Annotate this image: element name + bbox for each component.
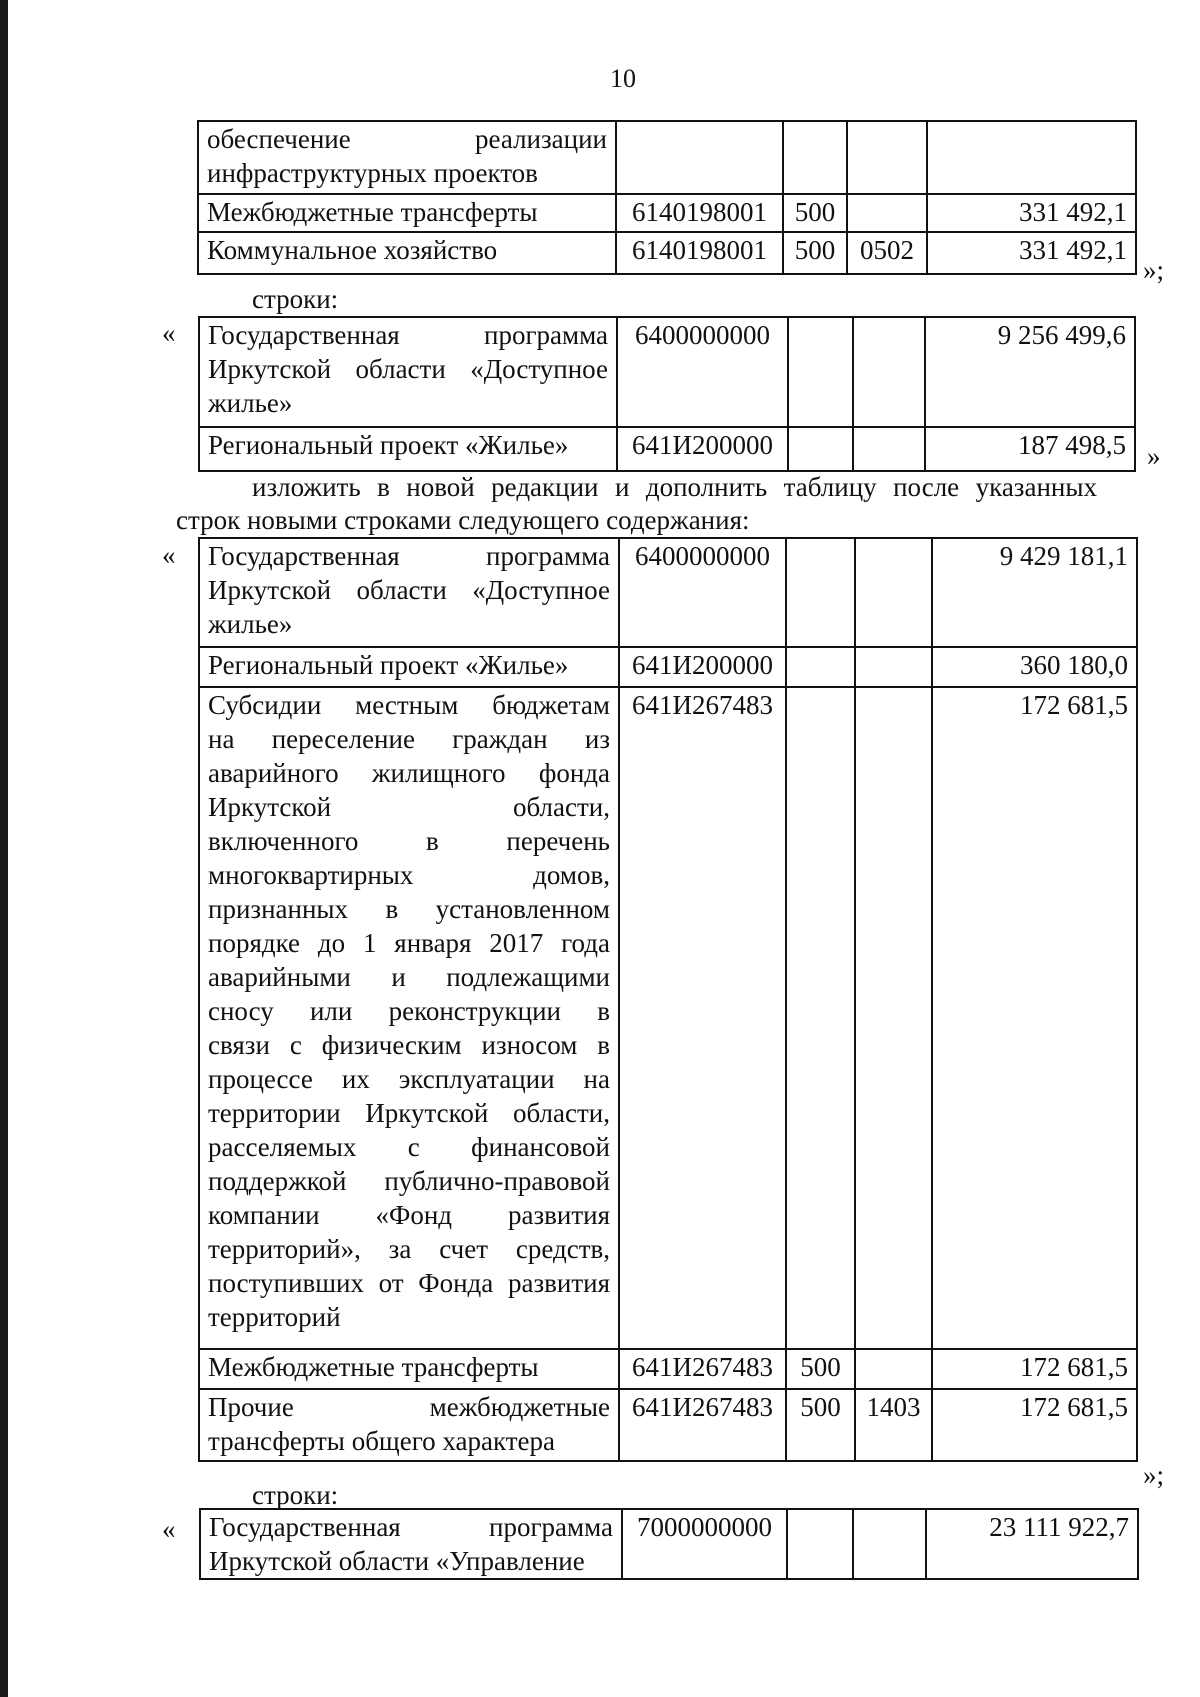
row-amount: 331 492,1 [927, 194, 1136, 232]
row-amount: 172 681,5 [932, 687, 1137, 1349]
row-col1 [786, 687, 855, 1349]
row-description: Субсидии местным бюджетам на переселение граждан из аварийного жилищного фонда Иркутской области, включенного в перечень многоквартирных домов, признанных в установленном порядке до 1 января 2017 года аварийными и подлежащими сносу или реконструкции в связи с физическим износом в процессе их эксплуатации на территории Иркутской области, расселяемых с финансовой поддержкой публично-правовой компании «Фонд развития территорий», за счет средств, поступивших от Фонда развития территорий [199, 687, 619, 1349]
row-amount: 172 681,5 [932, 1389, 1137, 1461]
table-row [198, 121, 1136, 194]
row-code: 6400000000 [617, 317, 788, 427]
row-code: 7000000000 [622, 1509, 787, 1579]
row-col1: 500 [783, 232, 847, 274]
page-number: 10 [610, 64, 636, 93]
row-col1 [786, 538, 855, 647]
instruction-line-1: изложить в новой редакции и дополнить таблицу после указанных [252, 472, 1097, 502]
row-code: 641И267483 [619, 1349, 786, 1389]
opening-quote: « [162, 318, 176, 348]
row-code: 641И267483 [619, 687, 786, 1349]
row-col2 [847, 194, 927, 232]
table-row [199, 687, 1137, 1349]
row-col2 [855, 687, 932, 1349]
row-description: Прочие межбюджетные трансферты общего характера [199, 1389, 619, 1461]
row-code: 641И200000 [617, 427, 788, 471]
table-row [198, 194, 1136, 232]
row-col1 [787, 1509, 853, 1579]
row-col1 [786, 647, 855, 687]
row-col1 [788, 427, 853, 471]
table-row [198, 232, 1136, 274]
row-amount: 172 681,5 [932, 1349, 1137, 1389]
row-code: 6140198001 [616, 232, 783, 274]
row-description: Государственная программа Иркутской области «Управление [200, 1509, 622, 1579]
row-col2: 0502 [847, 232, 927, 274]
table-4 [199, 1508, 1139, 1580]
row-col2: 1403 [855, 1389, 932, 1461]
table-row [199, 1349, 1137, 1389]
opening-quote: « [162, 1514, 176, 1544]
row-col2 [855, 647, 932, 687]
closing-quote: »; [1143, 1460, 1165, 1490]
row-col2 [853, 427, 925, 471]
row-amount: 9 429 181,1 [932, 538, 1137, 647]
row-amount: 331 492,1 [927, 232, 1136, 274]
row-code: 641И200000 [619, 647, 786, 687]
row-code: 6140198001 [616, 194, 783, 232]
row-amount: 9 256 499,6 [925, 317, 1135, 427]
closing-quote: »; [1143, 255, 1165, 285]
scan-edge [0, 0, 8, 1697]
table-row [200, 1509, 1138, 1579]
row-description: Коммунальное хозяйство [198, 232, 616, 274]
row-col1: 500 [786, 1349, 855, 1389]
row-amount [927, 121, 1136, 194]
row-description: Государственная программа Иркутской области «Доступное жилье» [199, 538, 619, 647]
row-col1: 500 [783, 194, 847, 232]
row-description: обеспечение реализации инфраструктурных проектов [198, 121, 616, 194]
table-row [199, 538, 1137, 647]
row-col2 [847, 121, 927, 194]
table-1 [197, 120, 1137, 275]
row-code [616, 121, 783, 194]
row-col2 [853, 317, 925, 427]
row-col2 [855, 1349, 932, 1389]
row-amount: 23 111 922,7 [926, 1509, 1138, 1579]
table-3 [198, 537, 1138, 1462]
row-col1 [783, 121, 847, 194]
label-stroki: строки: [252, 1480, 339, 1510]
row-col2 [853, 1509, 926, 1579]
row-amount: 360 180,0 [932, 647, 1137, 687]
row-code: 641И267483 [619, 1389, 786, 1461]
row-description: Региональный проект «Жилье» [199, 647, 619, 687]
closing-quote: » [1147, 441, 1161, 471]
table-2 [198, 316, 1136, 472]
row-description: Государственная программа Иркутской области «Доступное жилье» [199, 317, 617, 427]
row-code: 6400000000 [619, 538, 786, 647]
row-description: Межбюджетные трансферты [198, 194, 616, 232]
row-col2 [855, 538, 932, 647]
row-amount: 187 498,5 [925, 427, 1135, 471]
row-description: Региональный проект «Жилье» [199, 427, 617, 471]
opening-quote: « [162, 540, 176, 570]
instruction-line-2: строк новыми строками следующего содержания: [176, 505, 750, 535]
label-stroki: строки: [252, 284, 339, 314]
table-row [199, 427, 1135, 471]
row-col1 [788, 317, 853, 427]
table-row [199, 647, 1137, 687]
table-row [199, 317, 1135, 427]
table-row [199, 1389, 1137, 1461]
row-col1: 500 [786, 1389, 855, 1461]
row-description: Межбюджетные трансферты [199, 1349, 619, 1389]
